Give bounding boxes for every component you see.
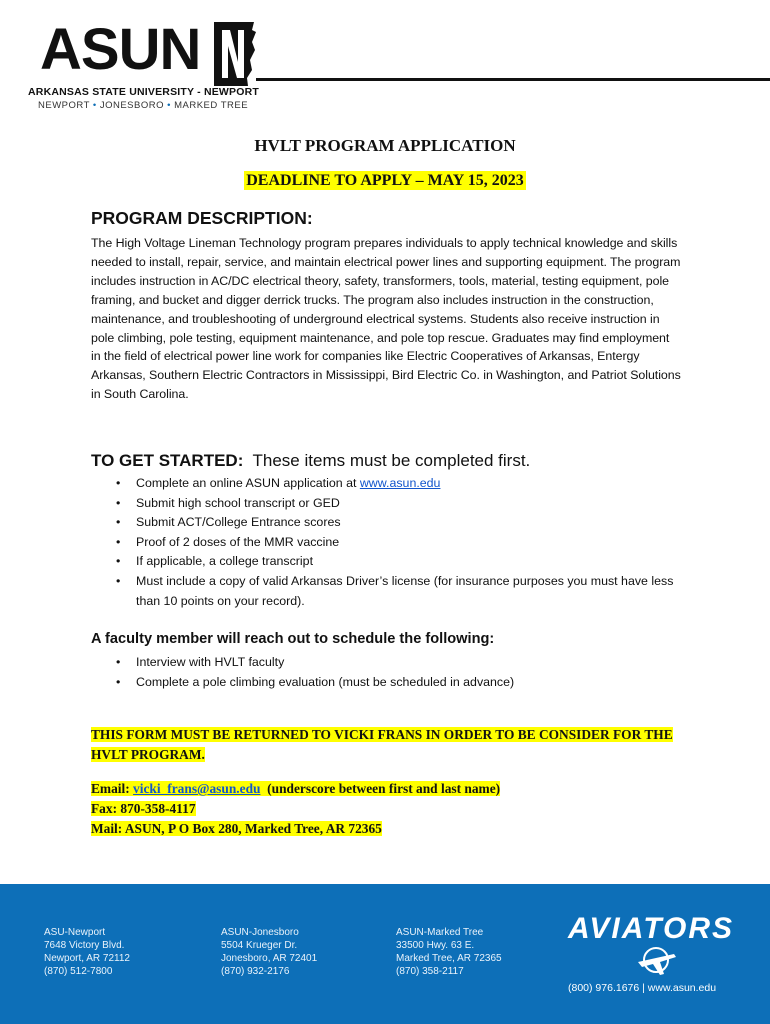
email-link[interactable]: vicki_frans@asun.edu bbox=[133, 781, 261, 796]
asun-website-link[interactable]: www.asun.edu bbox=[359, 476, 441, 490]
footer-campus-jonesboro bbox=[221, 926, 317, 978]
get-started-subtitle: These items must be completed first. bbox=[252, 451, 531, 470]
footer-campus-marked-tree bbox=[396, 926, 502, 978]
faculty-heading: A faculty member will reach out to schedule the following: bbox=[91, 631, 495, 647]
list-item: • If applicable, a college transcript bbox=[91, 552, 681, 572]
mail-line bbox=[91, 819, 691, 839]
footer-campus-newport bbox=[44, 926, 130, 978]
list-item-text: Complete an online ASUN application at bbox=[136, 476, 360, 490]
asun-logo bbox=[26, 14, 756, 114]
campus-city: Marked Tree, AR 72365 bbox=[396, 953, 502, 964]
campus-name: ASUN-Marked Tree bbox=[396, 927, 484, 938]
return-notice bbox=[91, 725, 691, 765]
campus-city: Jonesboro, AR 72401 bbox=[221, 953, 318, 964]
campus-marked-tree: MARKED TREE bbox=[174, 100, 249, 111]
email-label: Email: bbox=[91, 781, 130, 796]
campus-jonesboro: JONESBORO bbox=[99, 100, 164, 111]
campus-phone: (870) 358-2117 bbox=[396, 966, 464, 977]
description-heading: PROGRAM DESCRIPTION: bbox=[91, 208, 313, 228]
campus-address: 5504 Krueger Dr. bbox=[221, 940, 298, 951]
campus-address: 7648 Victory Blvd. bbox=[44, 940, 125, 951]
deadline-text: DEADLINE TO APPLY – MAY 15, 2023 bbox=[246, 172, 524, 189]
page-title: HVLT PROGRAM APPLICATION bbox=[254, 136, 516, 155]
list-item bbox=[91, 474, 681, 494]
deadline-banner bbox=[0, 172, 770, 190]
footer bbox=[0, 884, 770, 1024]
mail-text: Mail: ASUN, P O Box 280, Marked Tree, AR 72365 bbox=[91, 821, 382, 836]
list-item: • Must include a copy of valid Arkansas Driver’s license (for insurance purposes you must have less than 10 points on your record). bbox=[91, 572, 681, 611]
faculty-list bbox=[91, 653, 681, 692]
list-item: • Proof of 2 doses of the MMR vaccine bbox=[91, 533, 681, 553]
aviators-wordmark: AVIATORS bbox=[567, 912, 734, 945]
campus-name: ASUN-Jonesboro bbox=[221, 927, 299, 938]
list-item: • Complete a pole climbing evaluation (must be scheduled in advance) bbox=[91, 673, 681, 693]
email-line bbox=[91, 779, 691, 799]
get-started-title: TO GET STARTED: bbox=[91, 451, 244, 470]
arkansas-state-icon bbox=[208, 20, 260, 88]
fax-text: Fax: 870-358-4117 bbox=[91, 801, 196, 816]
aviators-logo bbox=[566, 902, 736, 982]
campus-phone: (870) 512-7800 bbox=[44, 966, 113, 977]
airplane-icon bbox=[634, 940, 678, 980]
contact-block bbox=[91, 779, 691, 839]
header-rule bbox=[256, 78, 770, 81]
footer-contact-line: (800) 976.1676 | www.asun.edu bbox=[568, 982, 717, 994]
fax-line bbox=[91, 799, 691, 819]
campus-phone: (870) 932-2176 bbox=[221, 966, 290, 977]
requirements-list bbox=[91, 474, 681, 611]
separator-dot: • bbox=[92, 100, 100, 111]
return-notice-text: THIS FORM MUST BE RETURNED TO VICKI FRANS IN ORDER TO BE CONSIDER FOR THE HVLT PROGRAM. bbox=[91, 727, 673, 762]
logo-wordmark: ASUN bbox=[40, 17, 201, 82]
list-item: • Submit ACT/College Entrance scores bbox=[91, 513, 681, 533]
list-item: • Submit high school transcript or GED bbox=[91, 494, 681, 514]
campus-newport: NEWPORT bbox=[38, 100, 90, 111]
email-note: (underscore between first and last name) bbox=[267, 781, 501, 796]
campus-city: Newport, AR 72112 bbox=[44, 953, 130, 964]
description-body: The High Voltage Lineman Technology program prepares individuals to apply technical knowledge and skills needed to install, repair, service, and maintain electrical power lines and supporting equipment. The program includes instruction in AC/DC electrical theory, safety, transformers, tools, material, testing equipment, pole framing, and bucket and digger derrick trucks. The program also includes instruction in the construction, maintenance, and troubleshooting of underground electrical systems. Students also receive instruction in pole climbing, pole testing, equipment maintenance, and pole top rescue. Graduates may find employment in the field of electrical power line work for companies like Electric Cooperatives of Arkansas, Entergy Arkansas, Southern Electric Contractors in Mississippi, Bird Electric Co. in Washington, and Patriot Solutions in South Carolina. bbox=[91, 236, 681, 402]
campus-list bbox=[38, 100, 248, 111]
list-item: • Interview with HVLT faculty bbox=[91, 653, 681, 673]
campus-address: 33500 Hwy. 63 E. bbox=[396, 940, 475, 951]
university-name: ARKANSAS STATE UNIVERSITY - NEWPORT bbox=[28, 86, 260, 98]
separator-dot: • bbox=[167, 100, 175, 111]
campus-name: ASU-Newport bbox=[44, 927, 106, 938]
get-started-heading bbox=[91, 451, 530, 471]
